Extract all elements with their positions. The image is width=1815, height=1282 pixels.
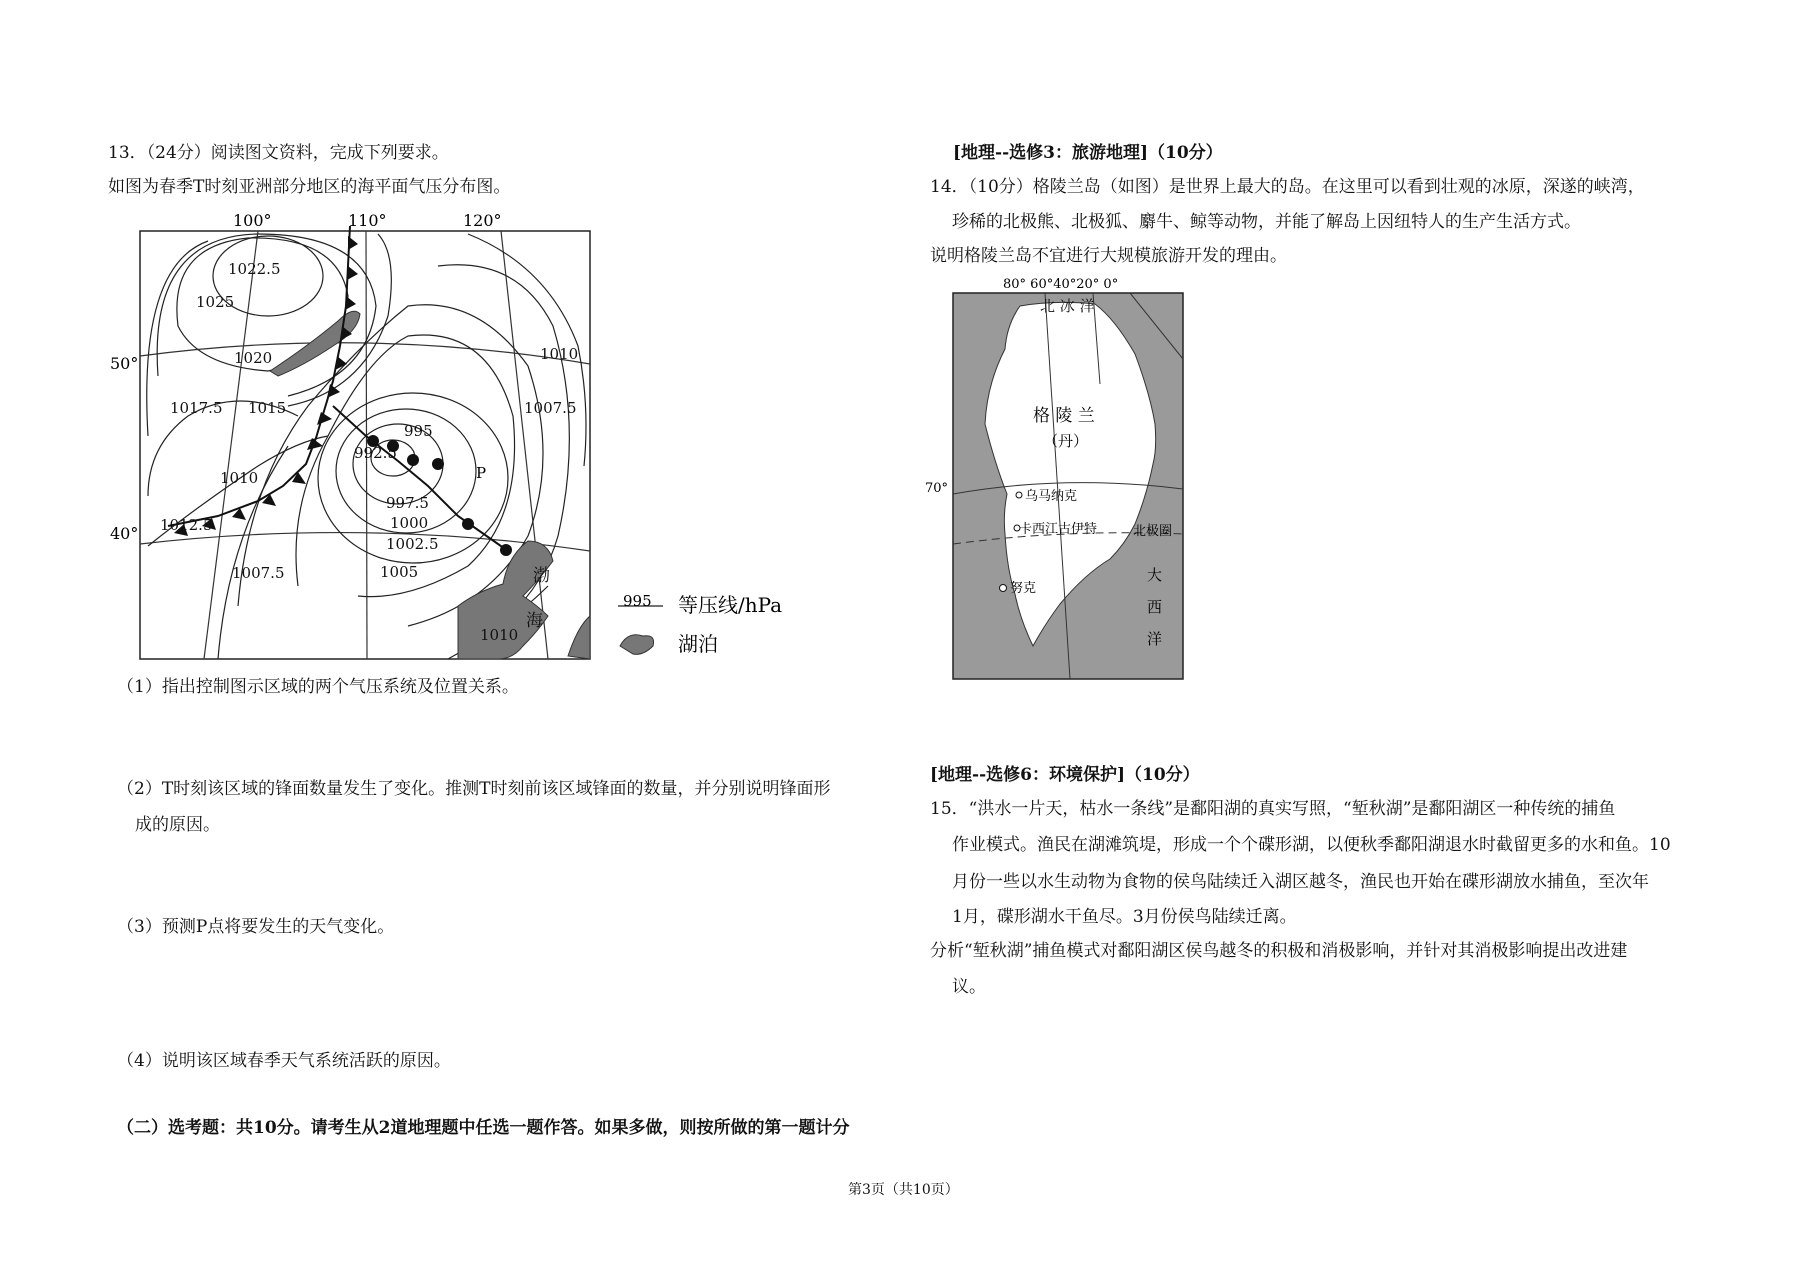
page-footer: 第3页（共10页） — [848, 1182, 959, 1198]
isobar-label: 1025 — [196, 293, 235, 311]
legend-isobar-text: 等压线/hPa — [678, 593, 783, 617]
isobar-label: 1005 — [380, 563, 419, 581]
q14-line3: 说明格陵兰岛不宜进行大规模旅游开发的理由。 — [930, 246, 1287, 266]
q13-sub3: （3）预测P点将要发生的天气变化。 — [117, 917, 395, 937]
arctic-circle-label: 北极圈 — [1133, 524, 1173, 539]
isobar-label: 1000 — [390, 514, 429, 532]
isobar-label: 1015 — [248, 399, 287, 417]
legend-lake-symbol — [620, 635, 654, 655]
legend — [618, 592, 782, 656]
q13-sub1: （1）指出控制图示区域的两个气压系统及位置关系。 — [117, 677, 519, 697]
lon-label-120: 120° — [463, 211, 502, 230]
q13-sub2-line2: 成的原因。 — [135, 815, 220, 835]
nuuk-dot — [1000, 585, 1007, 592]
greenland-lon-labels: 80° 60°40°20° 0° — [1003, 277, 1119, 292]
section2-heading: （二）选考题：共10分。请考生从2道地理题中任选一题作答。如果多做，则按所做的第一题计分 — [117, 1118, 850, 1138]
atlantic-label-1: 大 — [1147, 566, 1163, 584]
greenland-map — [925, 274, 1195, 684]
isobar-label: 1007.5 — [232, 564, 285, 582]
q13-sub2-line1: （2）T时刻该区域的锋面数量发生了变化。推测T时刻前该区域锋面的数量，并分别说明锋面形 — [117, 779, 831, 799]
isobar-label: 1017.5 — [170, 399, 223, 417]
isobar-label: 992.5 — [354, 444, 397, 462]
uummannaq-label: 乌马纳克 — [1025, 489, 1078, 504]
bohai-label-2: 海 — [526, 611, 543, 631]
isobar-label: 997.5 — [386, 494, 429, 512]
q15-line5: 分析“堑秋湖”捕鱼模式对鄱阳湖区侯鸟越冬的积极和消极影响，并针对其消极影响提出改进建 — [930, 941, 1628, 961]
island-name-label: 格 陵 兰 — [1033, 406, 1095, 426]
lon-label-110: 110° — [348, 211, 387, 230]
bohai-sea — [458, 541, 590, 659]
arctic-ocean-label: 北 冰 洋 — [1040, 297, 1095, 315]
point-p-label: P — [476, 464, 487, 482]
q15-line3: 月份一些以水生动物为食物的侯鸟陆续迁入湖区越冬，渔民也开始在碟形湖放水捕鱼，至次年 — [952, 872, 1649, 892]
q15-line6: 议。 — [952, 977, 986, 997]
pressure-map — [108, 206, 808, 666]
lat70-label: 70° — [925, 481, 949, 496]
legend-isobar-value: 995 — [623, 592, 652, 610]
q14-line1: 14．（10分）格陵兰岛（如图）是世界上最大的岛。在这里可以看到壮观的冰原，深遂的峡湾， — [930, 177, 1645, 197]
q15-line2: 作业模式。渔民在湖滩筑堤，形成一个个碟形湖，以便秋季鄱阳湖退水时截留更多的水和鱼。10 — [952, 835, 1671, 855]
bohai-label-1: 渤 — [533, 566, 550, 586]
country-label: （丹） — [1043, 432, 1089, 450]
qasigiannguit-label: 卡西江古伊特 — [1019, 522, 1098, 537]
isobar-label: 1002.5 — [386, 535, 439, 553]
isobar-label: 1010 — [480, 626, 519, 644]
atlantic-label-2: 西 — [1147, 598, 1163, 616]
isobar-label: 1020 — [234, 349, 273, 367]
isobar-label: 995 — [404, 422, 433, 440]
tourism-title: [地理--选修3：旅游地理]（10分） — [953, 143, 1223, 163]
isobar-label: 1010 — [220, 469, 259, 487]
nuuk-label: 努克 — [1010, 581, 1037, 596]
isobar-label: 1010 — [540, 345, 579, 363]
legend-lake-text: 湖泊 — [678, 632, 718, 656]
q13-sub4: （4）说明该区域春季天气系统活跃的原因。 — [117, 1051, 451, 1071]
q15-line1: 15．“洪水一片天，枯水一条线”是鄱阳湖的真实写照，“堑秋湖”是鄱阳湖区一种传统的捕鱼 — [930, 799, 1616, 819]
q14-line2: 珍稀的北极熊、北极狐、麝牛、鲸等动物，并能了解岛上因纽特人的生产生活方式。 — [952, 212, 1581, 232]
q13-header: 13．（24分）阅读图文资料，完成下列要求。 — [108, 143, 449, 163]
isobar-label: 1012.5 — [160, 516, 213, 534]
env-title: [地理--选修6：环境保护]（10分） — [930, 765, 1200, 785]
q15-line4: 1月，碟形湖水干鱼尽。3月份侯鸟陆续迁离。 — [952, 907, 1297, 927]
isobar-label: 1007.5 — [524, 399, 577, 417]
atlantic-label-3: 洋 — [1147, 630, 1163, 648]
isobar-label: 1022.5 — [228, 260, 281, 278]
lat-label-50: 50° — [110, 354, 139, 373]
q13-intro: 如图为春季T时刻亚洲部分地区的海平面气压分布图。 — [108, 177, 511, 197]
lon-label-100: 100° — [233, 211, 272, 230]
uummannaq-dot — [1016, 492, 1022, 498]
lat-label-40: 40° — [110, 524, 139, 543]
